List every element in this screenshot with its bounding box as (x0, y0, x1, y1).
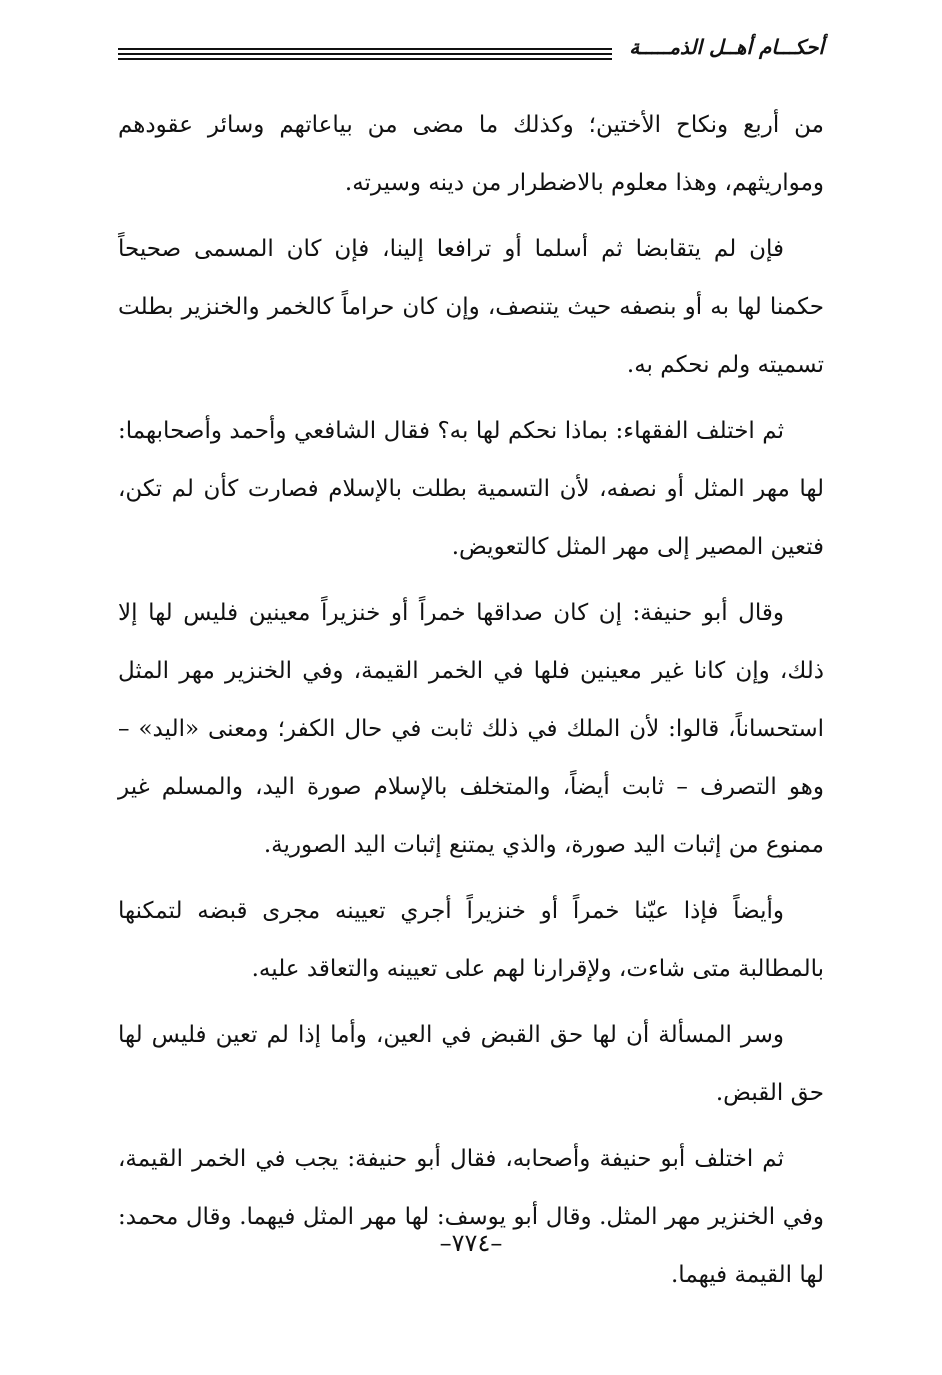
book-title: أحكـــام أهــل الذمـــــة (629, 35, 824, 59)
paragraph: وأيضاً فإذا عيّنا خمراً أو خنزيراً أجري تعيينه مجرى قبضه لتمكنها بالمطالبة متى شاءت، ولإقرارنا لهم على تعيينه والتعاقد عليه. (118, 898, 824, 982)
header-rule-line (118, 48, 612, 50)
paragraph: ثم اختلف الفقهاء: بماذا نحكم لها به؟ فقال الشافعي وأحمد وأصحابهما: لها مهر المثل أو نصفه، لأن التسمية بطلت بالإسلام فصارت كأن لم تكن، فتعين المصير إلى مهر المثل كالتعويض. (118, 418, 824, 560)
paragraph: فإن لم يتقابضا ثم أسلما أو ترافعا إلينا، فإن كان المسمى صحيحاً حكمنا لها به أو بنصفه حيث يتنصف، وإن كان حراماً كالخمر والخنزير بطلت تسميته ولم نحكم به. (118, 236, 824, 378)
body-text (118, 96, 824, 1312)
paragraph: وقال أبو حنيفة: إن كان صداقها خمراً أو خنزيراً معينين فليس لها إلا ذلك، وإن كانا غير معينين فلها في الخمر القيمة، وفي الخنزير مهر المثل استحساناً، قالوا: لأن الملك في ذلك ثابت في حال الكفر؛ ومعنى «اليد» – وهو التصرف – ثابت أيضاً، والمتخلف بالإسلام صورة اليد، والمسلم غير ممنوع من إثبات اليد صورة، والذي يمتنع إثبات اليد الصورية. (118, 600, 824, 858)
paragraph: ثم اختلف أبو حنيفة وأصحابه، فقال أبو حنيفة: يجب في الخمر القيمة، وفي الخنزير مهر المثل. وقال أبو يوسف: لها مهر المثل فيهما. وقال محمد: لها القيمة فيهما. (118, 1146, 824, 1288)
running-header (118, 28, 824, 68)
header-rule-line (118, 53, 612, 55)
paragraph: من أربع ونكاح الأختين؛ وكذلك ما مضى من بياعاتهم وسائر عقودهم ومواريثهم، وهذا معلوم بالاضطرار من دينه وسيرته. (118, 112, 824, 196)
header-rule-lines (118, 48, 612, 60)
header-rule-line (118, 58, 612, 60)
page-number: –٧٧٤– (439, 1229, 503, 1257)
paragraph: وسر المسألة أن لها حق القبض في العين، وأما إذا لم تعين فليس لها حق القبض. (118, 1022, 824, 1106)
